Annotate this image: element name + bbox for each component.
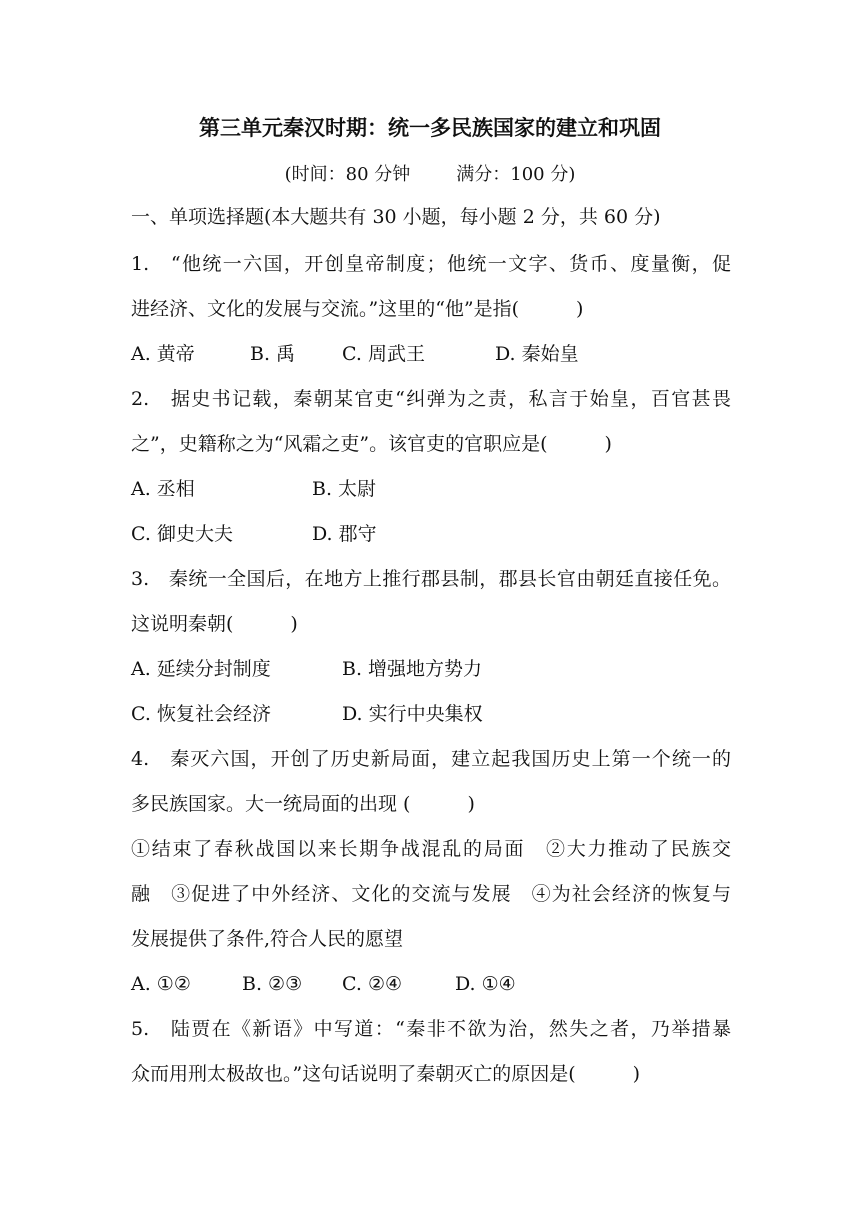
question-1-option-b: B. 禹	[250, 343, 296, 365]
question-4-statement-2: 融 ③促进了中外经济、文化的交流与发展 ④为社会经济的恢复与	[131, 883, 731, 905]
question-3-line-1: 3. 秦统一全国后，在地方上推行郡县制，郡县长官由朝廷直接任免。	[131, 568, 731, 590]
question-2-line-2: 之”，史籍称之为“风霜之吏”。该官吏的官职应是( )	[131, 433, 612, 455]
question-4-line-2: 多民族国家。大一统局面的出现 ( )	[131, 793, 475, 815]
question-3-line-2: 这说明秦朝( )	[131, 613, 298, 635]
full-score: 满分：100 分)	[456, 164, 576, 185]
page-title: 第三单元秦汉时期：统一多民族国家的建立和巩固	[199, 116, 661, 140]
question-1-option-a: A. 黄帝	[131, 343, 195, 365]
question-2-line-1: 2. 据史书记载，秦朝某官吏“纠弹为之责，私言于始皇，百官甚畏	[131, 388, 731, 410]
question-3-option-b: B. 增强地方势力	[342, 658, 483, 680]
question-2-option-a: A. 丞相	[131, 478, 195, 500]
question-4-statement-1: ①结束了春秋战国以来长期争战混乱的局面 ②大力推动了民族交	[131, 838, 731, 860]
question-1-line-2: 进经济、文化的发展与交流。”这里的“他”是指( )	[131, 298, 584, 320]
question-4-option-a: A. ①②	[131, 973, 191, 995]
question-2-option-c: C. 御史大夫	[131, 523, 233, 545]
question-2-option-b: B. 太尉	[312, 478, 377, 500]
exam-info	[0, 160, 860, 186]
question-3-option-d: D. 实行中央集权	[342, 703, 483, 725]
question-1-option-c: C. 周武王	[342, 343, 425, 365]
question-2-option-d: D. 郡守	[312, 523, 377, 545]
time-limit: (时间：80 分钟	[284, 164, 411, 185]
section-heading: 一、单项选择题(本大题共有 30 小题，每小题 2 分，共 60 分)	[131, 206, 661, 228]
question-5-line-2: 众而用刑太极故也。”这句话说明了秦朝灭亡的原因是( )	[131, 1063, 641, 1085]
question-5-line-1: 5. 陆贾在《新语》中写道：“秦非不欲为治，然失之者，乃举措暴	[131, 1018, 731, 1040]
question-4-line-1: 4. 秦灭六国，开创了历史新局面，建立起我国历史上第一个统一的	[131, 748, 731, 770]
question-4-option-b: B. ②③	[242, 973, 303, 995]
question-4-statement-3: 发展提供了条件,符合人民的愿望	[131, 928, 404, 950]
question-4-option-c: C. ②④	[342, 973, 403, 995]
question-3-option-a: A. 延续分封制度	[131, 658, 271, 680]
question-1-option-d: D. 秦始皇	[495, 343, 579, 365]
question-4-option-d: D. ①④	[455, 973, 516, 995]
question-3-option-c: C. 恢复社会经济	[131, 703, 271, 725]
question-1-line-1: 1. “他统一六国，开创皇帝制度；他统一文字、货币、度量衡，促	[131, 253, 731, 275]
